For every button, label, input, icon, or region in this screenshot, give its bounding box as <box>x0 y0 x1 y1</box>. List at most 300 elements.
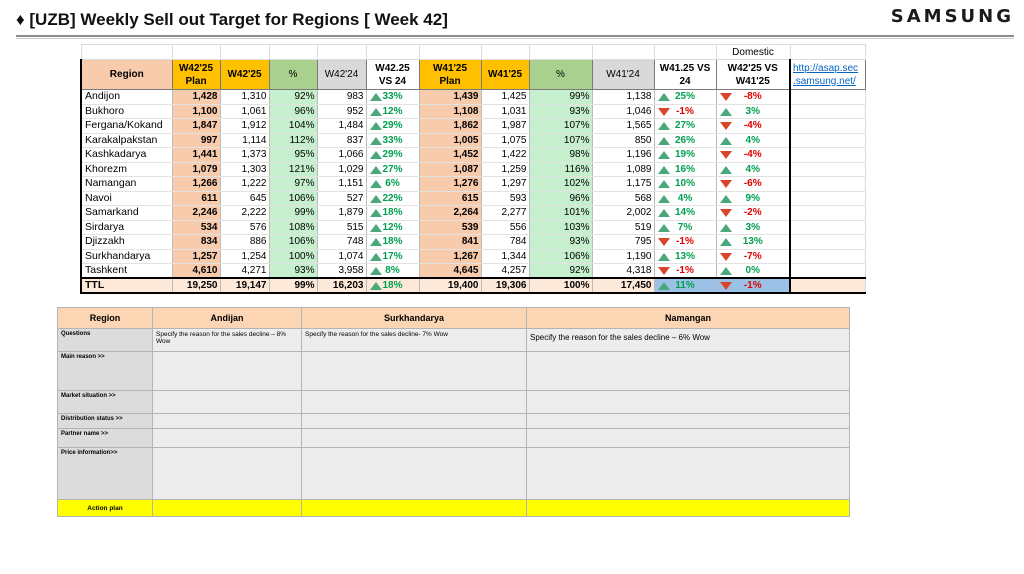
w41-pct-cell: 93% <box>529 104 592 119</box>
main-reason-namangan[interactable] <box>527 352 850 391</box>
w41-cell: 1,425 <box>481 90 529 105</box>
variance-value: 16% <box>674 163 695 175</box>
variance-value: 0% <box>745 265 760 276</box>
wow-cell <box>716 206 790 221</box>
w41-plan-cell: 2,264 <box>419 206 481 221</box>
w42-vs24-cell <box>366 148 419 163</box>
wow-cell <box>716 191 790 206</box>
trend-up-icon <box>370 122 382 130</box>
partner-namangan[interactable] <box>527 429 850 448</box>
wow-cell <box>716 220 790 235</box>
trend-up-icon <box>370 151 382 159</box>
region-cell: Andijon <box>81 90 172 105</box>
wow-cell <box>716 235 790 250</box>
w42-plan-cell: 1,428 <box>172 90 220 105</box>
variance-value: 13% <box>742 236 763 248</box>
wow-cell <box>716 148 790 163</box>
variance-value: 4% <box>745 163 760 175</box>
w41-pct-cell: 107% <box>529 133 592 148</box>
w41-pct-cell: 102% <box>529 177 592 192</box>
w42-plan-cell: 4,610 <box>172 264 220 279</box>
table-row <box>81 235 865 250</box>
distribution-namangan[interactable] <box>527 414 850 429</box>
region-cell: Navoi <box>81 191 172 206</box>
trend-up-icon <box>658 282 670 290</box>
wow-cell <box>716 264 790 279</box>
w42-24-cell: 837 <box>317 133 366 148</box>
w42-plan-cell: 1,266 <box>172 177 220 192</box>
w42-pct-cell: 112% <box>269 133 317 148</box>
reasons-header-region: Region <box>58 308 153 329</box>
variance-value: 12% <box>382 221 403 233</box>
w41-plan-cell: 841 <box>419 235 481 250</box>
question-andijan: Specify the reason for the sales decline – 8% Wow <box>153 329 302 352</box>
header-w42: W42'25 <box>220 60 269 90</box>
w41-24-cell: 1,565 <box>592 119 654 134</box>
question-surkhandarya: Specify the reason for the sales decline- 7% Wow <box>302 329 527 352</box>
w42-vs24-cell <box>366 177 419 192</box>
trend-down-icon <box>658 238 670 246</box>
w41-24-cell: 17,450 <box>592 278 654 293</box>
table-row <box>81 133 865 148</box>
region-cell: Samarkand <box>81 206 172 221</box>
w42-pct-cell: 106% <box>269 191 317 206</box>
w41-plan-cell: 1,452 <box>419 148 481 163</box>
trend-down-icon <box>720 151 732 159</box>
w42-plan-cell: 834 <box>172 235 220 250</box>
region-cell: Djizzakh <box>81 235 172 250</box>
w42-vs24-cell <box>366 235 419 250</box>
w41-vs24-cell <box>654 249 716 264</box>
trend-up-icon <box>370 137 382 145</box>
table-row <box>81 104 865 119</box>
trend-up-icon <box>720 137 732 145</box>
w42-24-cell: 1,484 <box>317 119 366 134</box>
wow-cell <box>716 162 790 177</box>
w41-pct-cell: 99% <box>529 90 592 105</box>
w41-vs24-cell <box>654 278 716 293</box>
trend-down-icon <box>720 180 732 188</box>
w42-plan-cell: 1,079 <box>172 162 220 177</box>
variance-value: 8% <box>385 265 400 276</box>
w41-cell: 1,031 <box>481 104 529 119</box>
variance-value: 11% <box>675 280 695 291</box>
region-cell: Tashkent <box>81 264 172 279</box>
w41-24-cell: 568 <box>592 191 654 206</box>
header-wow: W42'25 VS W41'25 <box>716 60 790 90</box>
trend-up-icon <box>370 209 382 217</box>
title-divider-thin <box>16 38 1014 39</box>
w41-cell: 1,297 <box>481 177 529 192</box>
w41-pct-cell: 100% <box>529 278 592 293</box>
w41-cell: 784 <box>481 235 529 250</box>
trend-up-icon <box>720 195 732 203</box>
w42-plan-cell: 19,250 <box>172 278 220 293</box>
wow-cell <box>716 133 790 148</box>
trend-up-icon <box>370 195 382 203</box>
w42-pct-cell: 99% <box>269 206 317 221</box>
partner-andijan[interactable] <box>153 429 302 448</box>
w41-pct-cell: 103% <box>529 220 592 235</box>
w41-24-cell: 519 <box>592 220 654 235</box>
samsung-logo: SAMSUNG <box>890 6 1014 27</box>
trend-up-icon <box>720 108 732 116</box>
header-w42-plan: W42'25 Plan <box>172 60 220 90</box>
trend-up-icon <box>658 122 670 130</box>
table-row <box>81 90 865 105</box>
trend-up-icon <box>658 93 670 101</box>
region-cell: Sirdarya <box>81 220 172 235</box>
w42-plan-cell: 997 <box>172 133 220 148</box>
trend-up-icon <box>658 151 670 159</box>
distribution-surkhandarya[interactable] <box>302 414 527 429</box>
w42-plan-cell: 611 <box>172 191 220 206</box>
variance-value: 17% <box>382 250 403 262</box>
action-surkhandarya[interactable] <box>302 500 527 517</box>
region-cell: Fergana/Kokand <box>81 119 172 134</box>
variance-value: -7% <box>743 250 762 262</box>
variance-value: 18% <box>382 207 403 219</box>
region-cell: Karakalpakstan <box>81 133 172 148</box>
variance-value: -4% <box>743 120 762 132</box>
w42-pct-cell: 97% <box>269 177 317 192</box>
w41-plan-cell: 539 <box>419 220 481 235</box>
wow-cell <box>716 278 790 293</box>
w42-vs24-cell <box>366 278 419 293</box>
w41-plan-cell: 1,439 <box>419 90 481 105</box>
w42-24-cell: 1,066 <box>317 148 366 163</box>
w41-vs24-cell <box>654 90 716 105</box>
trend-down-icon <box>720 253 732 261</box>
w41-pct-cell: 93% <box>529 235 592 250</box>
header-w41: W41'25 <box>481 60 529 90</box>
w42-vs24-cell <box>366 220 419 235</box>
trend-up-icon <box>720 238 732 246</box>
wow-cell <box>716 249 790 264</box>
w41-pct-cell: 92% <box>529 264 592 279</box>
w42-cell: 1,303 <box>220 162 269 177</box>
w42-cell: 645 <box>220 191 269 206</box>
w42-vs24-cell <box>366 206 419 221</box>
reasons-header-andijan: Andijan <box>153 308 302 329</box>
w41-cell: 1,259 <box>481 162 529 177</box>
table-row <box>81 264 865 279</box>
trend-up-icon <box>658 224 670 232</box>
w41-vs24-cell <box>654 104 716 119</box>
trend-up-icon <box>720 224 732 232</box>
variance-value: -1% <box>676 105 694 117</box>
price-andijan[interactable] <box>153 448 302 500</box>
variance-value: 19% <box>674 149 695 161</box>
variance-value: 6% <box>385 178 400 190</box>
w41-vs24-cell <box>654 264 716 279</box>
w42-cell: 1,061 <box>220 104 269 119</box>
w42-24-cell: 1,151 <box>317 177 366 192</box>
w41-pct-cell: 106% <box>529 249 592 264</box>
header-w41-pct: % <box>529 60 592 90</box>
w41-plan-cell: 1,862 <box>419 119 481 134</box>
w42-plan-cell: 2,246 <box>172 206 220 221</box>
w42-vs24-cell <box>366 90 419 105</box>
variance-value: -8% <box>743 91 762 103</box>
variance-value: 26% <box>674 134 695 146</box>
table-row <box>81 162 865 177</box>
w42-24-cell: 1,029 <box>317 162 366 177</box>
label-action-plan: Action plan <box>58 500 153 517</box>
trend-up-icon <box>370 224 382 232</box>
trend-down-icon <box>720 282 732 290</box>
label-partner-name: Partner name >> <box>58 429 153 448</box>
table-row <box>81 191 865 206</box>
w42-vs24-cell <box>366 162 419 177</box>
w41-plan-cell: 1,087 <box>419 162 481 177</box>
market-namangan[interactable] <box>527 391 850 414</box>
trend-down-icon <box>720 209 732 217</box>
w42-plan-cell: 534 <box>172 220 220 235</box>
trend-up-icon <box>370 267 382 275</box>
w41-plan-cell: 1,276 <box>419 177 481 192</box>
price-namangan[interactable] <box>527 448 850 500</box>
w42-pct-cell: 92% <box>269 90 317 105</box>
w42-24-cell: 748 <box>317 235 366 250</box>
w41-24-cell: 850 <box>592 133 654 148</box>
w41-vs24-cell <box>654 220 716 235</box>
w41-24-cell: 795 <box>592 235 654 250</box>
w41-24-cell: 1,138 <box>592 90 654 105</box>
region-cell: TTL <box>81 278 172 293</box>
variance-value: 18% <box>382 280 403 291</box>
wow-cell <box>716 90 790 105</box>
asap-link[interactable]: http://asap.sec .samsung.net/ <box>790 60 865 90</box>
w42-pct-cell: 93% <box>269 264 317 279</box>
w42-cell: 1,373 <box>220 148 269 163</box>
variance-value: 14% <box>674 207 695 219</box>
partner-surkhandarya[interactable] <box>302 429 527 448</box>
variance-value: 18% <box>382 236 403 248</box>
price-surkhandarya[interactable] <box>302 448 527 500</box>
w42-cell: 1,114 <box>220 133 269 148</box>
w42-cell: 1,254 <box>220 249 269 264</box>
variance-value: 27% <box>674 120 695 132</box>
w42-plan-cell: 1,441 <box>172 148 220 163</box>
w41-cell: 1,344 <box>481 249 529 264</box>
w41-plan-cell: 4,645 <box>419 264 481 279</box>
w41-plan-cell: 1,108 <box>419 104 481 119</box>
w42-24-cell: 1,879 <box>317 206 366 221</box>
label-distribution-status: Distribution status >> <box>58 414 153 429</box>
trend-up-icon <box>658 137 670 145</box>
w42-pct-cell: 95% <box>269 148 317 163</box>
label-questions: Questions <box>58 329 153 352</box>
trend-up-icon <box>370 166 382 174</box>
action-namangan[interactable] <box>527 500 850 517</box>
w42-vs24-cell <box>366 119 419 134</box>
header-w41-plan: W41'25 Plan <box>419 60 481 90</box>
trend-up-icon <box>370 180 382 188</box>
trend-up-icon <box>720 267 732 275</box>
action-andijan[interactable] <box>153 500 302 517</box>
w41-vs24-cell <box>654 206 716 221</box>
variance-value: -1% <box>676 265 694 276</box>
trend-up-icon <box>720 166 732 174</box>
w42-cell: 886 <box>220 235 269 250</box>
w42-pct-cell: 108% <box>269 220 317 235</box>
w41-24-cell: 1,046 <box>592 104 654 119</box>
question-namangan: Specify the reason for the sales decline – 6% Wow <box>527 329 850 352</box>
wow-cell <box>716 119 790 134</box>
header-w41-vs-24: W41.25 VS 24 <box>654 60 716 90</box>
w41-pct-cell: 116% <box>529 162 592 177</box>
header-w42-vs-24: W42.25 VS 24 <box>366 60 419 90</box>
w41-cell: 556 <box>481 220 529 235</box>
region-cell: Surkhandarya <box>81 249 172 264</box>
w41-plan-cell: 1,005 <box>419 133 481 148</box>
trend-up-icon <box>370 108 382 116</box>
w41-24-cell: 4,318 <box>592 264 654 279</box>
w41-cell: 4,257 <box>481 264 529 279</box>
domestic-label: Domestic <box>716 45 790 60</box>
trend-up-icon <box>658 166 670 174</box>
reasons-header-surkhandarya: Surkhandarya <box>302 308 527 329</box>
w42-vs24-cell <box>366 264 419 279</box>
variance-value: 27% <box>382 163 403 175</box>
w42-pct-cell: 106% <box>269 235 317 250</box>
w41-cell: 1,422 <box>481 148 529 163</box>
trend-down-icon <box>720 122 732 130</box>
header-w41-24: W41'24 <box>592 60 654 90</box>
w41-vs24-cell <box>654 162 716 177</box>
w42-24-cell: 1,074 <box>317 249 366 264</box>
variance-value: 3% <box>745 221 760 233</box>
w42-cell: 1,222 <box>220 177 269 192</box>
w41-24-cell: 1,175 <box>592 177 654 192</box>
variance-value: 4% <box>745 134 760 146</box>
variance-value: 9% <box>745 192 760 204</box>
label-main-reason: Main reason >> <box>58 352 153 391</box>
w41-cell: 19,306 <box>481 278 529 293</box>
w42-cell: 1,310 <box>220 90 269 105</box>
trend-up-icon <box>370 93 382 101</box>
variance-value: -1% <box>676 236 694 248</box>
w41-cell: 2,277 <box>481 206 529 221</box>
w42-vs24-cell <box>366 133 419 148</box>
header-region: Region <box>81 60 172 90</box>
label-price-information: Price information>> <box>58 448 153 500</box>
trend-down-icon <box>720 93 732 101</box>
page-title: ♦ [UZB] Weekly Sell out Target for Regions [ Week 42] <box>16 10 448 29</box>
decline-reasons-table <box>57 307 850 517</box>
region-cell: Kashkadarya <box>81 148 172 163</box>
w42-pct-cell: 121% <box>269 162 317 177</box>
wow-cell <box>716 104 790 119</box>
table-row <box>81 177 865 192</box>
w42-cell: 2,222 <box>220 206 269 221</box>
reasons-header-namangan: Namangan <box>527 308 850 329</box>
variance-value: -4% <box>743 149 762 161</box>
title-divider <box>16 35 1014 37</box>
w41-plan-cell: 19,400 <box>419 278 481 293</box>
variance-value: 13% <box>674 250 695 262</box>
w41-cell: 593 <box>481 191 529 206</box>
w41-vs24-cell <box>654 133 716 148</box>
w42-cell: 19,147 <box>220 278 269 293</box>
main-reason-surkhandarya[interactable] <box>302 352 527 391</box>
w42-vs24-cell <box>366 249 419 264</box>
trend-up-icon <box>370 238 382 246</box>
distribution-andijan[interactable] <box>153 414 302 429</box>
market-surkhandarya[interactable] <box>302 391 527 414</box>
w42-vs24-cell <box>366 191 419 206</box>
total-row <box>81 278 865 293</box>
variance-value: 7% <box>677 221 693 233</box>
w42-24-cell: 515 <box>317 220 366 235</box>
w41-24-cell: 1,190 <box>592 249 654 264</box>
w42-cell: 4,271 <box>220 264 269 279</box>
variance-value: 22% <box>382 192 403 204</box>
w42-24-cell: 16,203 <box>317 278 366 293</box>
w42-pct-cell: 96% <box>269 104 317 119</box>
w42-cell: 576 <box>220 220 269 235</box>
w42-24-cell: 527 <box>317 191 366 206</box>
label-market-situation: Market situation >> <box>58 391 153 414</box>
variance-value: 33% <box>382 91 403 103</box>
w42-plan-cell: 1,100 <box>172 104 220 119</box>
market-andijan[interactable] <box>153 391 302 414</box>
header-w42-24: W42'24 <box>317 60 366 90</box>
header-w42-pct: % <box>269 60 317 90</box>
w41-24-cell: 1,196 <box>592 148 654 163</box>
w41-24-cell: 2,002 <box>592 206 654 221</box>
trend-up-icon <box>658 253 670 261</box>
table-row <box>81 249 865 264</box>
variance-value: 10% <box>674 178 695 190</box>
w41-plan-cell: 615 <box>419 191 481 206</box>
table-row <box>81 206 865 221</box>
w41-vs24-cell <box>654 148 716 163</box>
w42-pct-cell: 100% <box>269 249 317 264</box>
variance-value: -6% <box>743 178 762 190</box>
region-cell: Namangan <box>81 177 172 192</box>
table-row <box>81 220 865 235</box>
trend-up-icon <box>658 195 670 203</box>
w41-cell: 1,075 <box>481 133 529 148</box>
w42-vs24-cell <box>366 104 419 119</box>
table-row <box>81 119 865 134</box>
w41-plan-cell: 1,267 <box>419 249 481 264</box>
trend-down-icon <box>658 108 670 116</box>
w42-24-cell: 3,958 <box>317 264 366 279</box>
variance-value: 25% <box>674 91 695 103</box>
trend-up-icon <box>658 180 670 188</box>
w42-24-cell: 952 <box>317 104 366 119</box>
variance-value: -2% <box>743 207 762 219</box>
w42-pct-cell: 104% <box>269 119 317 134</box>
w41-vs24-cell <box>654 191 716 206</box>
variance-value: 12% <box>382 105 403 117</box>
wow-cell <box>716 177 790 192</box>
variance-value: -1% <box>743 280 762 291</box>
main-reason-andijan[interactable] <box>153 352 302 391</box>
w42-plan-cell: 1,257 <box>172 249 220 264</box>
w41-pct-cell: 107% <box>529 119 592 134</box>
region-cell: Khorezm <box>81 162 172 177</box>
table-row <box>81 148 865 163</box>
trend-up-icon <box>658 209 670 217</box>
w42-24-cell: 983 <box>317 90 366 105</box>
w41-cell: 1,987 <box>481 119 529 134</box>
w41-pct-cell: 98% <box>529 148 592 163</box>
variance-value: 29% <box>382 120 403 132</box>
